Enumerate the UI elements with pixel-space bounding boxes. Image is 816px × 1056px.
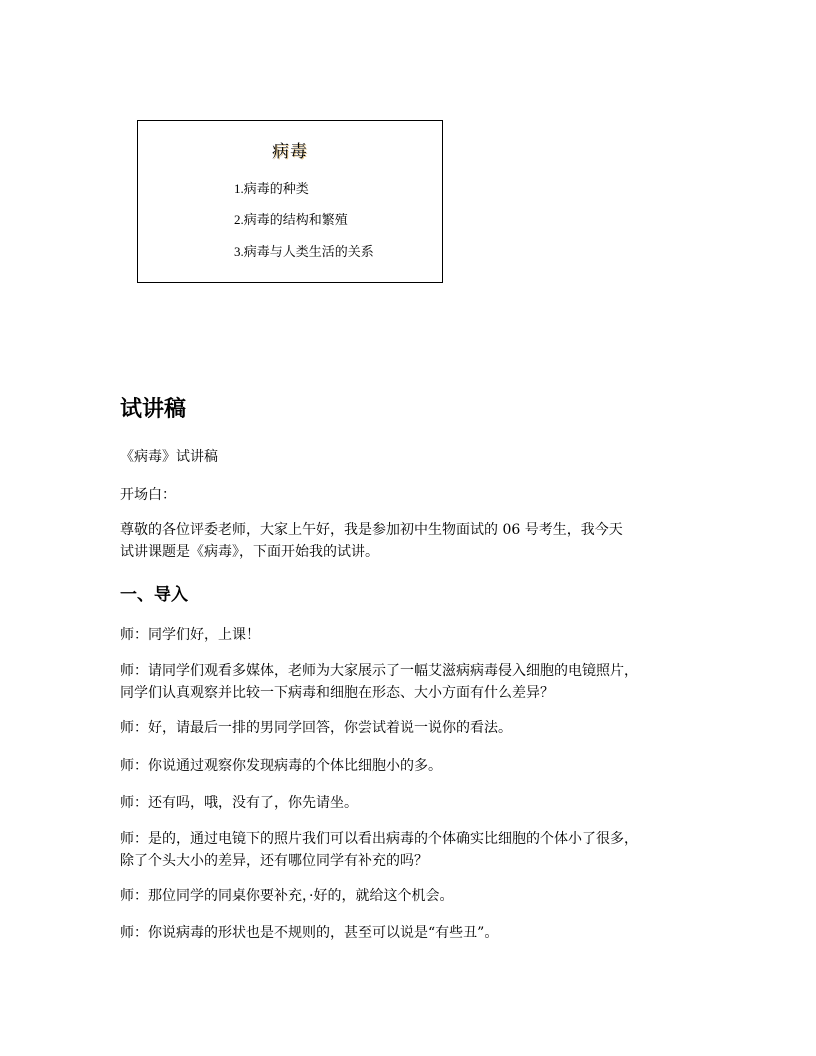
board-item [234, 178, 309, 197]
dialogue-line: 师：请同学们观看多媒体，老师为大家展示了一幅艾滋病病毒侵入细胞的电镜照片， [120, 663, 638, 679]
dialogue-line: 师：好，请最后一排的男同学回答，你尝试着说一说你的看法。 [120, 720, 512, 736]
board-item [234, 241, 374, 260]
dialogue-paragraph [120, 717, 700, 739]
blackboard-design-box [137, 120, 443, 283]
dialogue-paragraph [120, 828, 700, 872]
board-item-text: 病毒的种类 [243, 182, 309, 197]
dialogue-line: 师：那位同学的同桌你要补充，·好的，就给这个机会。 [120, 888, 454, 904]
board-title: 病毒 [272, 142, 308, 162]
document-heading: 试讲稿 [120, 397, 187, 422]
subtitle [120, 446, 700, 468]
dialogue-paragraph [120, 755, 700, 777]
board-item-text: 病毒的结构和繁殖 [243, 213, 348, 228]
opening-label [120, 484, 700, 506]
dialogue-paragraph [120, 624, 700, 646]
dialogue-paragraph [120, 792, 700, 814]
dialogue-line: 师：还有吗，哦，没有了，你先请坐。 [120, 795, 358, 811]
subtitle-text: 《病毒》试讲稿 [120, 449, 218, 465]
board-item [234, 209, 348, 228]
section-heading-intro: 一、导入 [120, 585, 188, 605]
dialogue-paragraph [120, 922, 700, 944]
intro-paragraph [120, 519, 700, 563]
dialogue-line: 师：你说通过观察你发现病毒的个体比细胞小的多。 [120, 758, 442, 774]
dialogue-paragraph [120, 660, 700, 704]
board-item-text: 病毒与人类生活的关系 [243, 245, 374, 260]
dialogue-line: 除了个头大小的差异，还有哪位同学有补充的吗？ [120, 853, 428, 869]
board-item-number: 3. [234, 244, 244, 259]
dialogue-line: 师：同学们好，上课！ [120, 627, 260, 643]
board-item-number: 1. [234, 181, 244, 196]
board-item-number: 2. [234, 212, 244, 227]
dialogue-line: 师：是的，通过电镜下的照片我们可以看出病毒的个体确实比细胞的个体小了很多， [120, 831, 638, 847]
intro-line: 尊敬的各位评委老师，大家上午好，我是参加初中生物面试的 06 号考生，我今天 [120, 522, 623, 538]
dialogue-paragraph [120, 885, 700, 907]
opening-label-text: 开场白： [120, 487, 176, 503]
intro-line: 试讲课题是《病毒》，下面开始我的试讲。 [120, 544, 379, 560]
dialogue-line: 师：你说病毒的形状也是不规则的，甚至可以说是“有些丑”。 [120, 925, 499, 941]
dialogue-line: 同学们认真观察并比较一下病毒和细胞在形态、大小方面有什么差异？ [120, 685, 554, 701]
